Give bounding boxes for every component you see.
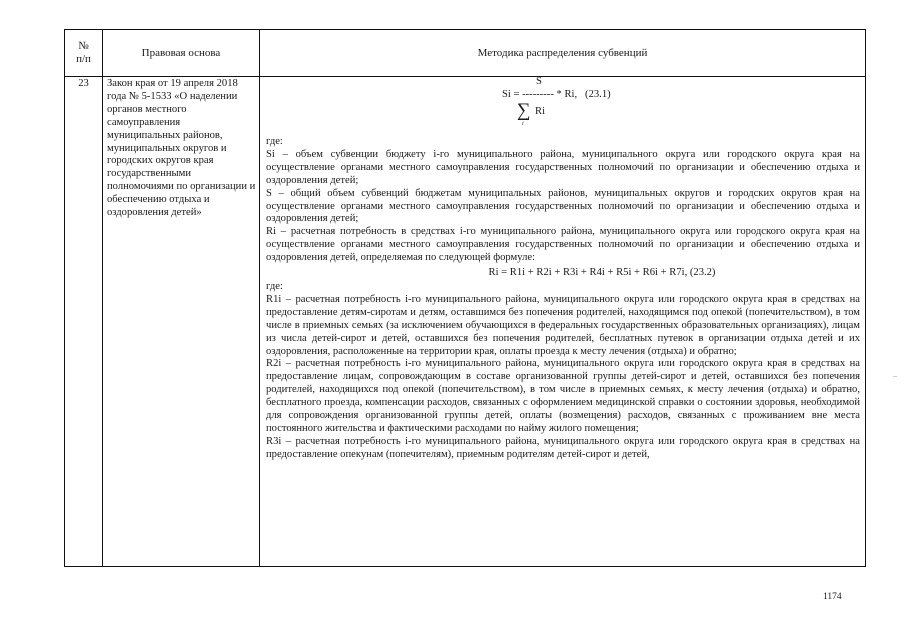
margin-mark [893, 376, 897, 377]
definition-r1i: R1i – расчетная потребность i-го муниципального района, муниципального округа или городского округа края в средствах на предоставление детям-сиротам и детям, оставшимся без попечения родителей, находящимся под опекой (попечительством), в том числе в приемных семьях (за исключением обучающихся в федеральных государственных образовательных организациях), лицам из числа детей-сирот и детей, оставшихся без попечения родителей, бесплатных путевок в организации отдыха детей и их оздоровления, расположенные на территории края, оплаты проезда к месту лечения (отдыха) и обратно; [266, 293, 860, 357]
row-number: 23 [65, 77, 103, 567]
formula-expression: Si = --------- * Ri, (23.1) [502, 89, 611, 100]
legal-basis-cell: Закон края от 19 апреля 2018 года № 5-1533 «О наделении органов местного самоуправления муниципальных районов, муниципальных округов и городских округов края государственными полномочиями по организации и обеспечению отдыха и оздоровления детей» [103, 77, 260, 567]
definition-s: S – общий объем субвенций бюджетам муниципальных районов, муниципальных округов и городских округов края на осуществление органами местного самоуправления государственных полномочий по организации и обеспечению отдыха и оздоровления детей; [266, 187, 860, 225]
sum-index: i [522, 121, 524, 127]
formula-23-1 [266, 76, 860, 136]
formula-numerator: S [536, 76, 542, 87]
formula-23-2: Ri = R1i + R2i + R3i + R4i + R5i + R6i + R7i, (23.2) [488, 267, 716, 279]
where-label: где: [266, 136, 283, 147]
definition-r2i: R2i – расчетная потребность i-го муниципального района, муниципального округа или городского округа края в средствах на предоставление лицам, сопровождающим в составе организованной группы детей-сирот и детей, оставшихся без попечения родителей, находящихся под опекой (попечительством), в том числе в приемных семьях, к месту лечения (отдыха) и обратно, бесплатного проезда, компенсации расходов, связанных с оформлением медицинской справки о состоянии здоровья, необходимой для сопровождения организованной группы детей, оплаты (возмещения) расходов, связанных с проживанием вне места постоянного жительства и фактическими расходами по найму жилого помещения; [266, 358, 860, 434]
formula-denominator: Ri [535, 106, 546, 117]
definition-si: Si – объем субвенции бюджету i-го муниципального района, муниципального округа или городского округа края на осуществление органами местного самоуправления государственных полномочий по организации и обеспечению отдыха и оздоровления детей; [266, 148, 860, 186]
where-label: где: [266, 280, 283, 292]
definition-ri: Ri – расчетная потребность в средствах i-го муниципального района, муниципального округа или городского округа края на осуществление органами местного самоуправления государственных полномочий по организации и обеспечению отдыха и оздоровления детей, определяемая по следующей формуле: [266, 226, 860, 264]
table-header-row [65, 30, 866, 77]
definition-r3i: R3i – расчетная потребность i-го муниципального района, муниципального округа или городского округа края в средствах на предоставление опекунам (попечителям), приемным родителям детей-сирот и детей, [266, 435, 860, 460]
header-legal-basis: Правовая основа [103, 30, 260, 77]
page-number: 1174 [823, 592, 842, 602]
methodology-cell [260, 77, 866, 567]
subsidy-methodology-table [64, 29, 866, 567]
header-num: № п/п [65, 30, 103, 77]
table-row [65, 77, 866, 567]
header-methodology: Методика распределения субвенций [260, 30, 866, 77]
sum-symbol-icon: ∑ [517, 100, 531, 121]
